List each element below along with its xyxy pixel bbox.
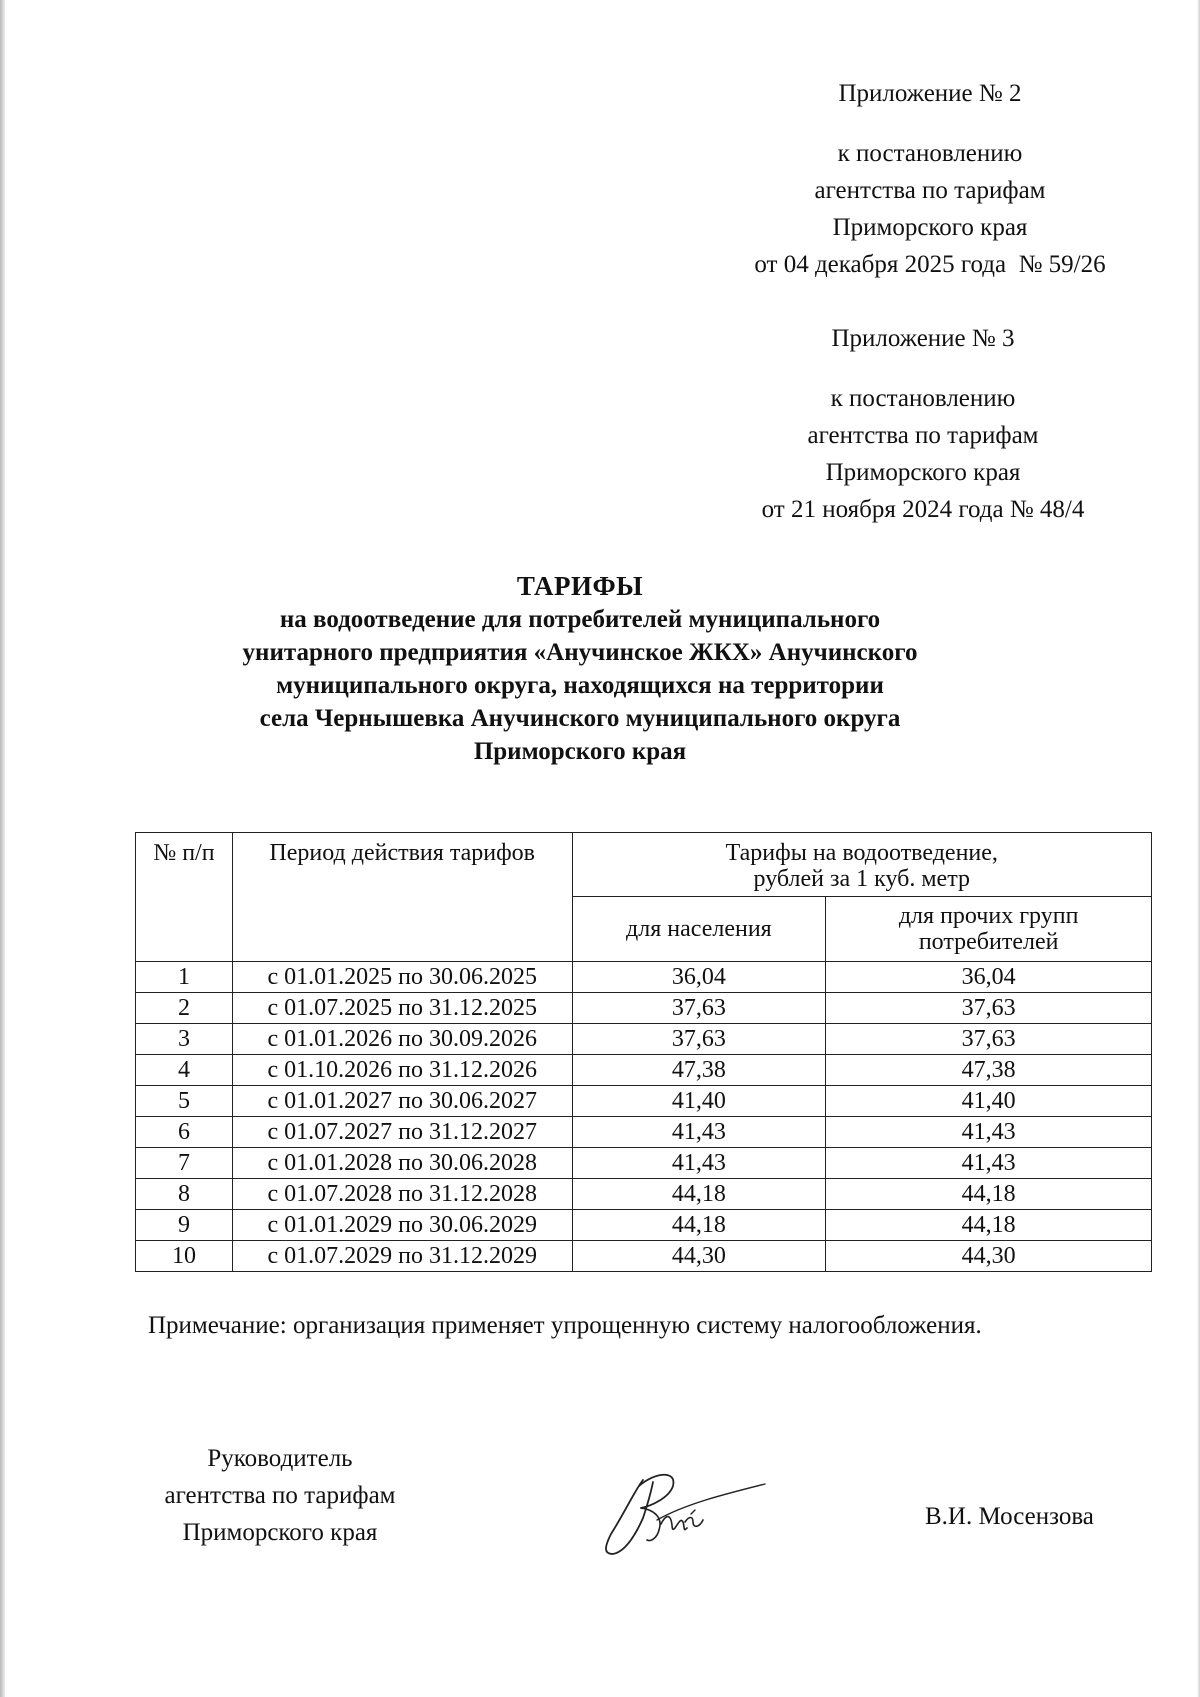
document-title (180, 570, 980, 768)
header-number: № п/п (136, 833, 233, 962)
row-period: с 01.07.2025 по 31.12.2025 (232, 993, 572, 1024)
row-other-tariff: 47,38 (826, 1055, 1152, 1086)
scan-left-edge (0, 0, 5, 1697)
signer-title-line: агентства по тарифам (164, 1482, 396, 1509)
tax-note: Примечание: организация применяет упрощенную систему налогообложения. (148, 1312, 982, 1339)
header-tariffs (572, 833, 1151, 897)
row-number: 1 (136, 962, 233, 993)
appendix-2-date-number: от 04 декабря 2025 года № 59/26 (754, 251, 1106, 278)
row-period: с 01.07.2027 по 31.12.2027 (232, 1117, 572, 1148)
header-period: Период действия тарифов (232, 833, 572, 962)
row-other-tariff: 44,18 (826, 1179, 1152, 1210)
header-tariffs-line1: Тарифы на водоотведение, (725, 840, 998, 866)
appendix-2-line: Приморского края (832, 214, 1028, 241)
row-number: 9 (136, 1210, 233, 1241)
table-row (136, 1179, 1152, 1210)
appendix-3-line: Приморского края (825, 459, 1021, 486)
row-period: с 01.01.2027 по 30.06.2027 (232, 1086, 572, 1117)
tariffs-table (135, 832, 1152, 1272)
table-row (136, 1086, 1152, 1117)
row-period: с 01.07.2028 по 31.12.2028 (232, 1179, 572, 1210)
row-population-tariff: 37,63 (572, 1024, 826, 1055)
row-population-tariff: 41,40 (572, 1086, 826, 1117)
appendix-3-date-number: от 21 ноября 2024 года № 48/4 (761, 496, 1085, 523)
appendix-2-title: Приложение № 2 (838, 80, 1022, 107)
row-other-tariff: 37,63 (826, 993, 1152, 1024)
row-number: 10 (136, 1241, 233, 1272)
row-other-tariff: 41,40 (826, 1086, 1152, 1117)
document-title-line: Приморского края (473, 738, 687, 765)
signer-title-line: Руководитель (207, 1445, 353, 1472)
row-number: 6 (136, 1117, 233, 1148)
appendix-2-block (700, 75, 1160, 283)
document-title-line: унитарного предприятия «Анучинское ЖКХ» Анучинского (242, 639, 918, 666)
header-other-line2: потребителей (918, 929, 1059, 955)
table-row (136, 1148, 1152, 1179)
header-population: для населения (572, 897, 826, 962)
table-row (136, 1055, 1152, 1086)
signer-title-line: Приморского края (182, 1519, 378, 1546)
row-period: с 01.10.2026 по 31.12.2026 (232, 1055, 572, 1086)
row-population-tariff: 47,38 (572, 1055, 826, 1086)
document-title-main: ТАРИФЫ (516, 571, 644, 601)
table-row (136, 1117, 1152, 1148)
appendix-3-line: агентства по тарифам (807, 422, 1039, 449)
appendix-2-line: к постановлению (837, 140, 1023, 167)
row-other-tariff: 36,04 (826, 962, 1152, 993)
table-header-row (136, 833, 1152, 897)
row-period: с 01.01.2028 по 30.06.2028 (232, 1148, 572, 1179)
appendix-2-line: агентства по тарифам (814, 177, 1046, 204)
header-tariffs-line2: рублей за 1 куб. метр (753, 866, 970, 892)
row-other-tariff: 37,63 (826, 1024, 1152, 1055)
table-row (136, 1024, 1152, 1055)
row-number: 3 (136, 1024, 233, 1055)
appendix-3-block (693, 320, 1153, 528)
document-title-line: на водоотведение для потребителей муниципального (279, 606, 881, 633)
document-title-line: села Чернышевка Анучинского муниципального округа (259, 705, 901, 732)
row-other-tariff: 41,43 (826, 1117, 1152, 1148)
appendix-3-title: Приложение № 3 (831, 325, 1015, 352)
row-number: 8 (136, 1179, 233, 1210)
header-other-groups (826, 897, 1152, 962)
signer-title (130, 1440, 430, 1551)
table-row (136, 1241, 1152, 1272)
document-title-line: муниципального округа, находящихся на территории (276, 672, 884, 699)
row-other-tariff: 44,30 (826, 1241, 1152, 1272)
row-population-tariff: 41,43 (572, 1117, 826, 1148)
row-population-tariff: 44,18 (572, 1210, 826, 1241)
row-population-tariff: 44,18 (572, 1179, 826, 1210)
header-other-line1: для прочих групп (898, 903, 1079, 929)
row-period: с 01.01.2025 по 30.06.2025 (232, 962, 572, 993)
row-other-tariff: 41,43 (826, 1148, 1152, 1179)
row-number: 7 (136, 1148, 233, 1179)
signer-name: В.И. Мосензова (925, 1503, 1094, 1530)
row-population-tariff: 41,43 (572, 1148, 826, 1179)
row-number: 2 (136, 993, 233, 1024)
row-population-tariff: 36,04 (572, 962, 826, 993)
row-population-tariff: 37,63 (572, 993, 826, 1024)
table-row (136, 1210, 1152, 1241)
row-number: 4 (136, 1055, 233, 1086)
row-other-tariff: 44,18 (826, 1210, 1152, 1241)
handwritten-signature (595, 1462, 775, 1562)
row-population-tariff: 44,30 (572, 1241, 826, 1272)
row-period: с 01.07.2029 по 31.12.2029 (232, 1241, 572, 1272)
row-period: с 01.01.2029 по 30.06.2029 (232, 1210, 572, 1241)
row-period: с 01.01.2026 по 30.09.2026 (232, 1024, 572, 1055)
table-row (136, 962, 1152, 993)
appendix-3-line: к постановлению (830, 385, 1016, 412)
table-row (136, 993, 1152, 1024)
row-number: 5 (136, 1086, 233, 1117)
